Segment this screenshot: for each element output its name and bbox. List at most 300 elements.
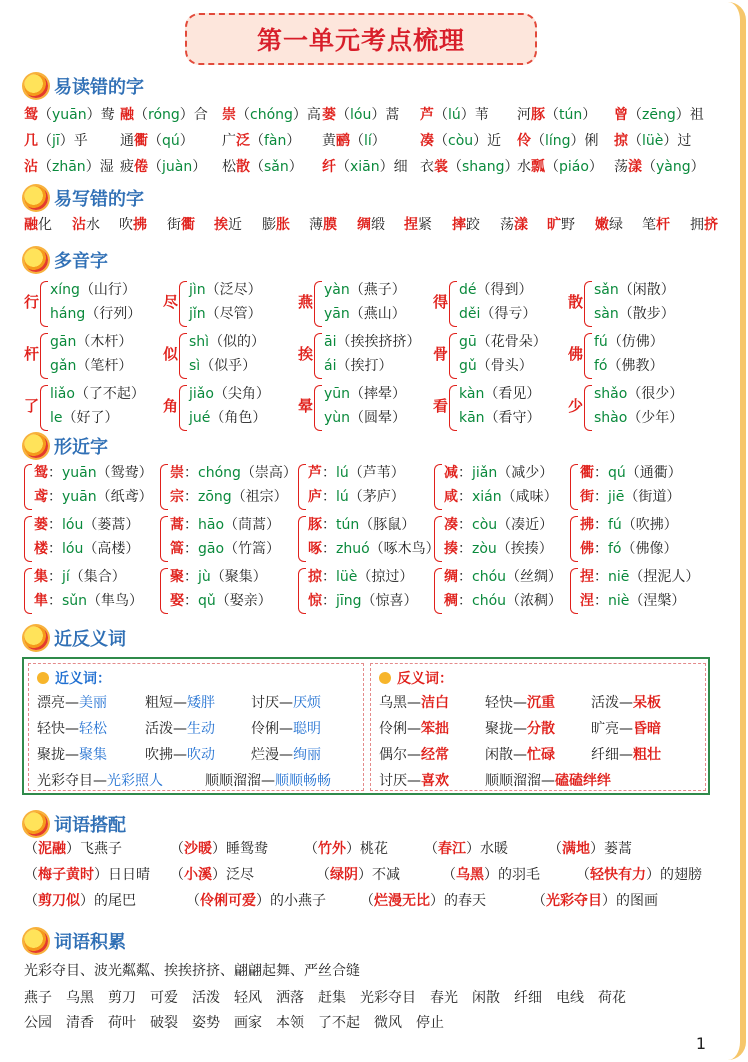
misread-cell bbox=[322, 104, 399, 126]
brace-icon bbox=[24, 464, 32, 510]
similar-item bbox=[434, 566, 570, 616]
pinyin: shì bbox=[189, 334, 210, 350]
misread-item: 黄鹂（lí） bbox=[322, 133, 386, 149]
miswrite-word: 挨近 bbox=[214, 217, 242, 233]
highlight-char: 涅 bbox=[580, 593, 594, 609]
polyphone-reading: gǔ（骨头） bbox=[459, 358, 533, 374]
brace-icon bbox=[449, 385, 457, 431]
pinyin: fú bbox=[608, 517, 622, 533]
pinyin: gāo bbox=[198, 541, 225, 557]
misread-cell bbox=[120, 130, 194, 152]
brace-icon bbox=[449, 333, 457, 379]
misread-cell bbox=[24, 156, 114, 178]
pinyin: dé bbox=[459, 282, 477, 298]
pinyin: jù bbox=[198, 569, 211, 585]
misread-cell bbox=[614, 104, 704, 126]
similar-reading: 集：jí（集合） bbox=[34, 569, 126, 585]
pinyin: kān bbox=[459, 410, 485, 426]
pinyin: yuān bbox=[62, 489, 97, 505]
section-title: 多音字 bbox=[54, 251, 108, 272]
similar-item bbox=[24, 566, 160, 616]
pinyin: le bbox=[50, 410, 63, 426]
highlight-char: 蒌 bbox=[322, 107, 336, 123]
polyphone-reading: háng（行列） bbox=[50, 306, 142, 322]
brace-icon bbox=[24, 568, 32, 614]
miswrite-word: 融化 bbox=[24, 217, 52, 233]
polyphone-item bbox=[298, 331, 438, 381]
collocation-item: （春江）水暖 bbox=[424, 841, 508, 857]
pinyin: lú bbox=[336, 465, 349, 481]
similar-reading: 咸：xián（咸味） bbox=[444, 489, 558, 505]
polyphone-char: 杆 bbox=[24, 345, 40, 363]
word-pair: 讨厌—喜欢 bbox=[379, 773, 449, 789]
pinyin: zēng bbox=[642, 107, 676, 123]
highlight-char: 沾 bbox=[72, 217, 86, 233]
misread-item: 几（jī）乎 bbox=[24, 133, 88, 149]
pinyin: yùn bbox=[324, 410, 351, 426]
pinyin: lüè bbox=[642, 133, 664, 149]
collocation-blank: 绿阴 bbox=[330, 867, 358, 883]
pinyin: jiē bbox=[608, 489, 625, 505]
word-pair: 闲散—忙碌 bbox=[485, 747, 555, 763]
pinyin: jiǎo bbox=[189, 386, 214, 402]
pinyin: fó bbox=[594, 358, 608, 374]
pinyin: chóng bbox=[198, 465, 241, 481]
similar-reading: 聚：jù（聚集） bbox=[170, 569, 267, 585]
misread-item: 伶（líng）俐 bbox=[517, 133, 599, 149]
pinyin: zhān bbox=[52, 159, 86, 175]
polyphone-reading: fú（仿佛） bbox=[594, 334, 664, 350]
highlight-char: 鸳 bbox=[34, 465, 48, 481]
highlight-char: 蒿 bbox=[170, 517, 184, 533]
section-head-accumulation bbox=[24, 927, 126, 955]
pair-word: 聚集 bbox=[79, 747, 107, 763]
polyphone-reading: jǐn（尽管） bbox=[189, 306, 262, 322]
pinyin: kàn bbox=[459, 386, 485, 402]
misread-item: 通衢（qú） bbox=[120, 133, 194, 149]
word-pair: 讨厌—厌烦 bbox=[251, 695, 321, 711]
pair-word: 粗壮 bbox=[633, 747, 661, 763]
brace-icon bbox=[24, 516, 32, 562]
highlight-char: 散 bbox=[236, 159, 250, 175]
polyphone-item bbox=[163, 383, 303, 433]
brace-icon bbox=[40, 333, 48, 379]
highlight-char: 绸 bbox=[444, 569, 458, 585]
word-pair: 纤细—粗壮 bbox=[591, 747, 661, 763]
word-pair: 乌黑—洁白 bbox=[379, 695, 449, 711]
brace-icon bbox=[160, 516, 168, 562]
similar-item bbox=[570, 514, 706, 564]
similar-reading: 鸳：yuān（鸳鸯） bbox=[34, 465, 153, 481]
highlight-char: 咸 bbox=[444, 489, 458, 505]
highlight-char: 捏 bbox=[404, 217, 418, 233]
similar-reading: 绸：chóu（丝绸） bbox=[444, 569, 563, 585]
title-banner bbox=[185, 13, 537, 65]
highlight-char: 减 bbox=[444, 465, 458, 481]
collocation-item: （梅子黄时）日日晴 bbox=[24, 867, 150, 883]
brace-icon bbox=[584, 281, 592, 327]
brace-icon bbox=[179, 333, 187, 379]
pinyin: yàn bbox=[324, 282, 350, 298]
pinyin: sì bbox=[189, 358, 201, 374]
collocation-item: （烂漫无比）的春天 bbox=[360, 893, 486, 909]
pinyin: còu bbox=[448, 133, 474, 149]
pair-word: 喜欢 bbox=[421, 773, 449, 789]
polyphone-char: 骨 bbox=[433, 345, 449, 363]
polyphone-reading: kàn（看见） bbox=[459, 386, 541, 402]
pinyin: lóu bbox=[62, 517, 84, 533]
misread-item: 广泛（fàn） bbox=[222, 133, 301, 149]
pinyin: fàn bbox=[264, 133, 287, 149]
section-title: 词语搭配 bbox=[54, 815, 126, 836]
collocation-item: （伶俐可爱）的小燕子 bbox=[186, 893, 326, 909]
pair-word: 轻松 bbox=[79, 721, 107, 737]
polyphone-char: 角 bbox=[163, 397, 179, 415]
collocation-item: （乌黑）的羽毛 bbox=[442, 867, 540, 883]
highlight-char: 崇 bbox=[170, 465, 184, 481]
highlight-char: 凑 bbox=[420, 133, 434, 149]
collocation-blank: 竹外 bbox=[318, 841, 346, 857]
polyphone-char: 了 bbox=[24, 397, 40, 415]
highlight-char: 隼 bbox=[34, 593, 48, 609]
miswrite-word: 笔杆 bbox=[642, 217, 670, 233]
antonym-title bbox=[379, 668, 453, 688]
highlight-char: 掠 bbox=[308, 569, 322, 585]
pinyin: jí bbox=[62, 569, 70, 585]
similar-item bbox=[160, 566, 296, 616]
pinyin: gǎn bbox=[50, 358, 77, 374]
polyphone-reading: āi（挨挨挤挤） bbox=[324, 334, 421, 350]
word-pair: 偶尔—经常 bbox=[379, 747, 449, 763]
section-head-synant bbox=[24, 624, 126, 652]
highlight-char: 宗 bbox=[170, 489, 184, 505]
pair-word: 磕磕绊绊 bbox=[555, 773, 611, 789]
polyphone-char: 行 bbox=[24, 293, 40, 311]
similar-reading: 揍：zòu（挨揍） bbox=[444, 541, 553, 557]
misread-cell bbox=[24, 104, 115, 126]
brace-icon bbox=[160, 464, 168, 510]
similar-reading: 宗：zōng（祖宗） bbox=[170, 489, 288, 505]
word-pair: 聚拢—聚集 bbox=[37, 747, 107, 763]
pinyin: róng bbox=[148, 107, 180, 123]
pair-word: 生动 bbox=[187, 721, 215, 737]
misread-item: 河豚（tún） bbox=[517, 107, 597, 123]
highlight-char: 几 bbox=[24, 133, 38, 149]
synonym-antonym-box bbox=[22, 657, 710, 795]
similar-reading: 芦：lú（芦苇） bbox=[308, 465, 405, 481]
pinyin: jǐn bbox=[189, 306, 206, 322]
miswrite-word: 捏紧 bbox=[404, 217, 432, 233]
highlight-char: 聚 bbox=[170, 569, 184, 585]
collocation-item: （竹外）桃花 bbox=[304, 841, 388, 857]
similar-reading: 减：jiǎn（减少） bbox=[444, 465, 554, 481]
miswrite-word: 街衢 bbox=[167, 217, 195, 233]
polyphone-char: 佛 bbox=[568, 345, 584, 363]
brace-icon bbox=[434, 464, 442, 510]
collocation-item: （绿阴）不减 bbox=[316, 867, 400, 883]
highlight-char: 豚 bbox=[531, 107, 545, 123]
misread-item: 蒌（lóu）蒿 bbox=[322, 107, 400, 123]
pinyin: qǔ bbox=[198, 593, 216, 609]
highlight-char: 稠 bbox=[444, 593, 458, 609]
pinyin: shào bbox=[594, 410, 628, 426]
highlight-char: 曾 bbox=[614, 107, 628, 123]
brace-icon bbox=[434, 516, 442, 562]
highlight-char: 漾 bbox=[628, 159, 642, 175]
similar-reading: 豚：tún（豚鼠） bbox=[308, 517, 416, 533]
pair-word: 厌烦 bbox=[293, 695, 321, 711]
pair-word: 经常 bbox=[421, 747, 449, 763]
brace-icon bbox=[584, 385, 592, 431]
similar-reading: 篙：gāo（竹篙） bbox=[170, 541, 281, 557]
pinyin: lú bbox=[448, 107, 461, 123]
similar-reading: 掠：lüè（掠过） bbox=[308, 569, 414, 585]
pinyin: lú bbox=[336, 489, 349, 505]
highlight-char: 衢 bbox=[134, 133, 148, 149]
brace-icon bbox=[298, 568, 306, 614]
highlight-char: 鸢 bbox=[34, 489, 48, 505]
collocation-blank: 泥融 bbox=[38, 841, 66, 857]
pinyin: sǔn bbox=[62, 593, 88, 609]
dot-icon bbox=[379, 672, 391, 684]
misread-cell bbox=[120, 156, 206, 178]
misread-item: 鸳（yuān）鸯 bbox=[24, 107, 115, 123]
sun-icon bbox=[24, 248, 48, 272]
pair-word: 忙碌 bbox=[527, 747, 555, 763]
pinyin: chóng bbox=[250, 107, 293, 123]
miswrite-word: 沾水 bbox=[72, 217, 100, 233]
pinyin: lüè bbox=[336, 569, 358, 585]
polyphone-reading: yàn（燕子） bbox=[324, 282, 406, 298]
pinyin: niè bbox=[608, 593, 630, 609]
brace-icon bbox=[584, 333, 592, 379]
pinyin: lóu bbox=[62, 541, 84, 557]
accumulation-line: 公园 清香 荷叶 破裂 姿势 画家 本领 了不起 微风 停止 bbox=[24, 1015, 444, 1031]
pinyin: yuān bbox=[52, 107, 87, 123]
collocation-blank: 满地 bbox=[562, 841, 590, 857]
brace-icon bbox=[298, 464, 306, 510]
collocation-blank: 梅子黄时 bbox=[38, 867, 94, 883]
highlight-char: 嫩 bbox=[595, 217, 609, 233]
pair-word: 矮胖 bbox=[187, 695, 215, 711]
highlight-char: 楼 bbox=[34, 541, 48, 557]
pinyin: shang bbox=[462, 159, 505, 175]
polyphone-char: 少 bbox=[568, 397, 584, 415]
brace-icon bbox=[298, 516, 306, 562]
brace-icon bbox=[314, 281, 322, 327]
pinyin: xíng bbox=[50, 282, 80, 298]
polyphone-item bbox=[298, 279, 438, 329]
pinyin: piáo bbox=[559, 159, 589, 175]
similar-reading: 蒌：lóu（蒌蒿） bbox=[34, 517, 140, 533]
highlight-char: 崇 bbox=[222, 107, 236, 123]
similar-reading: 娶：qǔ（娶亲） bbox=[170, 593, 272, 609]
pair-word: 分散 bbox=[527, 721, 555, 737]
title-box bbox=[185, 13, 537, 65]
highlight-char: 裳 bbox=[434, 159, 448, 175]
highlight-char: 摔 bbox=[452, 217, 466, 233]
pinyin: yuān bbox=[62, 465, 97, 481]
pinyin: còu bbox=[472, 517, 498, 533]
pinyin: xiān bbox=[350, 159, 380, 175]
highlight-char: 篙 bbox=[170, 541, 184, 557]
pinyin: lóu bbox=[350, 107, 372, 123]
collocation-item: （沙暖）睡鸳鸯 bbox=[170, 841, 268, 857]
similar-reading: 涅：niè（涅槃） bbox=[580, 593, 686, 609]
pinyin: zōng bbox=[198, 489, 232, 505]
polyphone-reading: kān（看守） bbox=[459, 410, 541, 426]
highlight-char: 佛 bbox=[580, 541, 594, 557]
word-pair: 轻快—轻松 bbox=[37, 721, 107, 737]
similar-item bbox=[24, 462, 160, 512]
pinyin: shǎo bbox=[594, 386, 628, 402]
pair-word: 聪明 bbox=[293, 721, 321, 737]
polyphone-reading: shǎo（很少） bbox=[594, 386, 684, 402]
misread-cell bbox=[222, 130, 300, 152]
synonym-title bbox=[37, 668, 111, 688]
similar-reading: 崇：chóng（崇高） bbox=[170, 465, 297, 481]
polyphone-item bbox=[163, 279, 303, 329]
collocation-blank: 剪刀似 bbox=[38, 893, 80, 909]
highlight-char: 挨 bbox=[214, 217, 228, 233]
polyphone-reading: jué（角色） bbox=[189, 410, 267, 426]
polyphone-reading: dé（得到） bbox=[459, 282, 533, 298]
synonym-panel bbox=[28, 663, 364, 791]
pair-word: 绚丽 bbox=[293, 747, 321, 763]
miswrite-word: 膨胀 bbox=[262, 217, 290, 233]
similar-item bbox=[434, 514, 570, 564]
brace-icon bbox=[179, 281, 187, 327]
accumulation-line: 光彩夺目、波光粼粼、挨挨挤挤、翩翩起舞、严丝合缝 bbox=[24, 963, 360, 979]
highlight-char: 街 bbox=[580, 489, 594, 505]
highlight-char: 豚 bbox=[308, 517, 322, 533]
highlight-char: 融 bbox=[24, 217, 38, 233]
pinyin: ái bbox=[324, 358, 337, 374]
collocation-item: （小溪）泛尽 bbox=[170, 867, 254, 883]
similar-reading: 楼：lóu（高楼） bbox=[34, 541, 140, 557]
similar-reading: 鸢：yuān（纸鸢） bbox=[34, 489, 153, 505]
section-title: 易写错的字 bbox=[54, 189, 144, 210]
sun-icon bbox=[24, 186, 48, 210]
similar-reading: 蒿：hāo（茼蒿） bbox=[170, 517, 281, 533]
collocation-blank: 乌黑 bbox=[456, 867, 484, 883]
misread-cell bbox=[420, 130, 501, 152]
polyphone-reading: xíng（山行） bbox=[50, 282, 136, 298]
polyphone-item bbox=[568, 383, 708, 433]
polyphone-reading: jìn（泛尽） bbox=[189, 282, 262, 298]
misread-cell bbox=[420, 104, 489, 126]
polyphone-item bbox=[433, 279, 573, 329]
polyphone-char: 挨 bbox=[298, 345, 314, 363]
highlight-char: 泛 bbox=[236, 133, 250, 149]
miswrite-word: 吹拂 bbox=[119, 217, 147, 233]
pinyin: děi bbox=[459, 306, 481, 322]
sun-icon bbox=[24, 812, 48, 836]
highlight-char: 漾 bbox=[514, 217, 528, 233]
highlight-char: 衢 bbox=[580, 465, 594, 481]
polyphone-reading: le（好了） bbox=[50, 410, 119, 426]
pinyin: qú bbox=[608, 465, 626, 481]
pinyin: zhuó bbox=[336, 541, 370, 557]
brace-icon bbox=[449, 281, 457, 327]
brace-icon bbox=[40, 281, 48, 327]
polyphone-reading: jiǎo（尖角） bbox=[189, 386, 270, 402]
polyphone-item bbox=[24, 383, 164, 433]
polyphone-item bbox=[24, 279, 164, 329]
pair-word: 笨拙 bbox=[421, 721, 449, 737]
pinyin: yān bbox=[324, 306, 350, 322]
polyphone-reading: liǎo（了不起） bbox=[50, 386, 145, 402]
miswrite-word: 薄膜 bbox=[309, 217, 337, 233]
pinyin: gū bbox=[459, 334, 477, 350]
similar-reading: 捏：niē（捏泥人） bbox=[580, 569, 700, 585]
pinyin: āi bbox=[324, 334, 337, 350]
word-pair: 聚拢—分散 bbox=[485, 721, 555, 737]
pinyin: liǎo bbox=[50, 386, 75, 402]
pair-word: 洁白 bbox=[421, 695, 449, 711]
misread-item: 曾（zēng）祖 bbox=[614, 107, 704, 123]
sun-icon bbox=[24, 929, 48, 953]
misread-cell bbox=[517, 104, 596, 126]
misread-cell bbox=[24, 130, 88, 152]
polyphone-reading: gān（木杆） bbox=[50, 334, 133, 350]
similar-reading: 衢：qú（通衢） bbox=[580, 465, 682, 481]
dot-icon bbox=[37, 672, 49, 684]
pair-word: 吹动 bbox=[187, 747, 215, 763]
brace-icon bbox=[434, 568, 442, 614]
word-pair: 光彩夺目—光彩照人 bbox=[37, 773, 163, 789]
highlight-char: 衢 bbox=[181, 217, 195, 233]
misread-cell bbox=[614, 130, 691, 152]
brace-icon bbox=[570, 568, 578, 614]
highlight-char: 啄 bbox=[308, 541, 322, 557]
accumulation-line: 燕子 乌黑 剪刀 可爱 活泼 轻风 洒落 赶集 光彩夺目 春光 闲散 纤细 电线 荷花 bbox=[24, 990, 626, 1006]
polyphone-reading: sì（似乎） bbox=[189, 358, 257, 374]
brace-icon bbox=[160, 568, 168, 614]
polyphone-reading: sàn（散步） bbox=[594, 306, 675, 322]
miswrite-word: 旷野 bbox=[547, 217, 575, 233]
highlight-char: 瓢 bbox=[531, 159, 545, 175]
pair-word: 呆板 bbox=[633, 695, 661, 711]
section-title: 形近字 bbox=[54, 437, 108, 458]
similar-reading: 街：jiē（街道） bbox=[580, 489, 681, 505]
highlight-char: 绸 bbox=[357, 217, 371, 233]
polyphone-char: 看 bbox=[433, 397, 449, 415]
highlight-char: 胀 bbox=[276, 217, 290, 233]
polyphone-item bbox=[433, 331, 573, 381]
polyphone-reading: yūn（摔晕） bbox=[324, 386, 407, 402]
highlight-char: 旷 bbox=[547, 217, 561, 233]
word-pair: 粗短—矮胖 bbox=[145, 695, 215, 711]
polyphone-reading: gǎn（笔杆） bbox=[50, 358, 133, 374]
highlight-char: 拂 bbox=[133, 217, 147, 233]
misread-cell bbox=[517, 130, 599, 152]
highlight-char: 纤 bbox=[322, 159, 336, 175]
polyphone-reading: sǎn（闲散） bbox=[594, 282, 675, 298]
highlight-char: 鹂 bbox=[336, 133, 350, 149]
similar-reading: 佛：fó（佛像） bbox=[580, 541, 678, 557]
pinyin: lí bbox=[364, 133, 372, 149]
word-pair: 伶俐—聪明 bbox=[251, 721, 321, 737]
similar-item bbox=[160, 462, 296, 512]
pinyin: jìn bbox=[189, 282, 206, 298]
misread-item: 衣裳（shang） bbox=[420, 159, 519, 175]
collocation-blank: 小溪 bbox=[184, 867, 212, 883]
sun-icon bbox=[24, 434, 48, 458]
polyphone-item bbox=[433, 383, 573, 433]
collocation-item: （满地）蒌蒿 bbox=[548, 841, 632, 857]
pinyin: háng bbox=[50, 306, 86, 322]
